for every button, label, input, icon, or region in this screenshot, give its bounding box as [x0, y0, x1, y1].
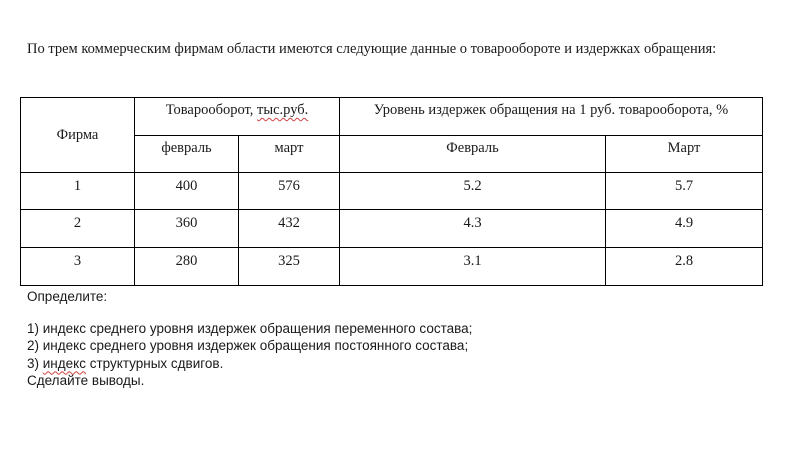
- header-turnover-mar: март: [239, 136, 340, 173]
- cell-turnover-mar: 325: [239, 248, 340, 286]
- task-conclusion: Сделайте выводы.: [27, 373, 145, 388]
- header-cost-level: Уровень издержек обращения на 1 руб. товарооборота, %: [340, 98, 763, 136]
- underlined-word: индекс: [42, 355, 86, 371]
- table-row: [21, 173, 763, 210]
- header-cost-feb: Февраль: [340, 136, 606, 173]
- task-item-1: 1) индекс среднего уровня издержек обращения переменного состава;: [27, 320, 473, 336]
- intro-paragraph: По трем коммерческим фирмам области имеются следующие данные о товарообороте и издержках обращения:: [27, 41, 717, 57]
- table-header-row: [21, 98, 763, 136]
- header-firm: Фирма: [21, 98, 135, 173]
- cell-cost-mar: 5.7: [606, 173, 763, 210]
- data-table: [20, 97, 763, 286]
- header-turnover: [135, 98, 340, 136]
- cell-turnover-feb: 360: [135, 210, 239, 248]
- table-row: [21, 248, 763, 286]
- cell-turnover-mar: 432: [239, 210, 340, 248]
- task-item-2: 2) индекс среднего уровня издержек обращения постоянного состава;: [27, 338, 469, 353]
- cell-firm: 3: [21, 248, 135, 286]
- cell-cost-feb: 3.1: [340, 248, 606, 286]
- cell-turnover-mar: 576: [239, 173, 340, 210]
- header-turnover-feb: февраль: [135, 136, 239, 173]
- header-turnover-unit: тыс.руб.: [257, 102, 309, 118]
- cell-firm: 1: [21, 173, 135, 210]
- cell-cost-feb: 4.3: [340, 210, 606, 248]
- cell-cost-mar: 4.9: [606, 210, 763, 248]
- table-row: [21, 210, 763, 248]
- cell-turnover-feb: 400: [135, 173, 239, 210]
- task-section: [27, 288, 472, 390]
- task-heading: Определите:: [27, 289, 108, 304]
- task-item-3: 3) индекс структурных сдвигов.: [27, 355, 224, 371]
- cell-cost-mar: 2.8: [606, 248, 763, 286]
- cell-cost-feb: 5.2: [340, 173, 606, 210]
- cell-turnover-feb: 280: [135, 248, 239, 286]
- cell-firm: 2: [21, 210, 135, 248]
- header-turnover-label: Товарооборот,: [165, 102, 258, 118]
- header-cost-mar: Март: [606, 136, 763, 173]
